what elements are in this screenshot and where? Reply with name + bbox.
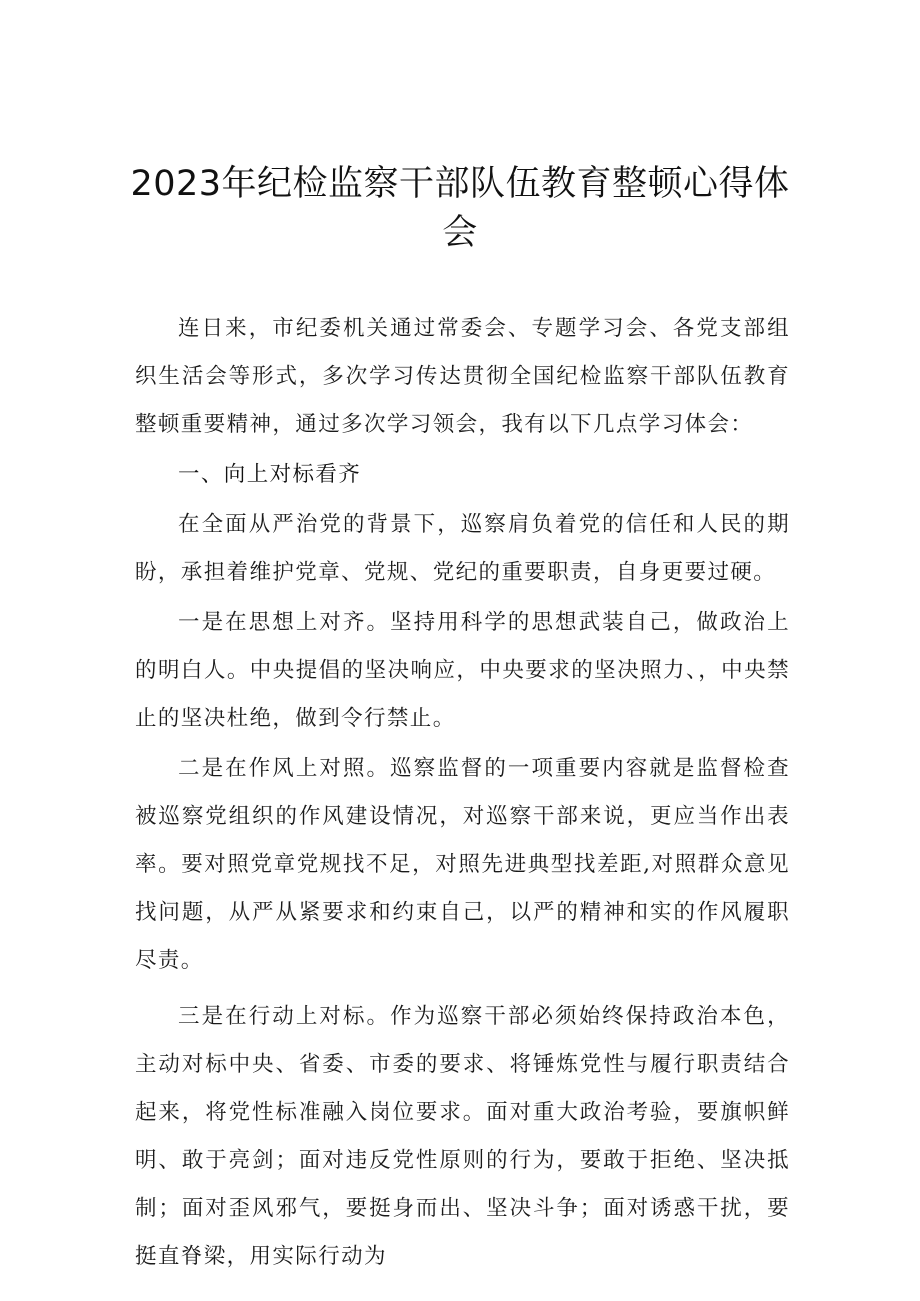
point-2-paragraph: 二是在作风上对照。巡察监督的一项重要内容就是监督检查被巡察党组织的作风建设情况，对巡察干部来说，更应当作出表率。要对照党章党规找不足，对照先进典型找差距,对照群众意见找问题，从严从紧要求和约束自己，以严的精神和实的作风履职尽责。 <box>135 756 790 973</box>
point-1-paragraph: 一是在思想上对齐。坚持用科学的思想武装自己，做政治上的明白人。中央提倡的坚决响应，中央要求的坚决照力、，中央禁止的坚决杜绝，做到令行禁止。 <box>135 610 790 731</box>
document-body <box>135 305 790 1283</box>
section-1-intro-paragraph: 在全面从严治党的背景下，巡察肩负着党的信任和人民的期盼，承担着维护党章、党规、党纪的重要职责，自身更要过硬。 <box>135 512 790 585</box>
intro-paragraph: 连日来，市纪委机关通过常委会、专题学习会、各党支部组织生活会等形式，多次学习传达贯彻全国纪检监察干部队伍教育整顿重要精神，通过多次学习领会，我有以下几点学习体会： <box>135 316 790 437</box>
point-3-paragraph: 三是在行动上对标。作为巡察干部必须始终保持政治本色，主动对标中央、省委、市委的要求、将锤炼党性与履行职责结合起来，将党性标准融入岗位要求。面对重大政治考验，要旗帜鲜明、敢于亮剑；面对违反党性原则的行为，要敢于拒绝、坚决抵制；面对歪风邪气，要挺身而出、坚决斗争；面对诱惑干扰，要挺直脊梁，用实际行动为 <box>135 1004 790 1269</box>
document-title: 2023年纪检监察干部队伍教育整顿心得体会 <box>130 164 790 253</box>
section-heading-1: 一、向上对标看齐 <box>178 462 362 487</box>
